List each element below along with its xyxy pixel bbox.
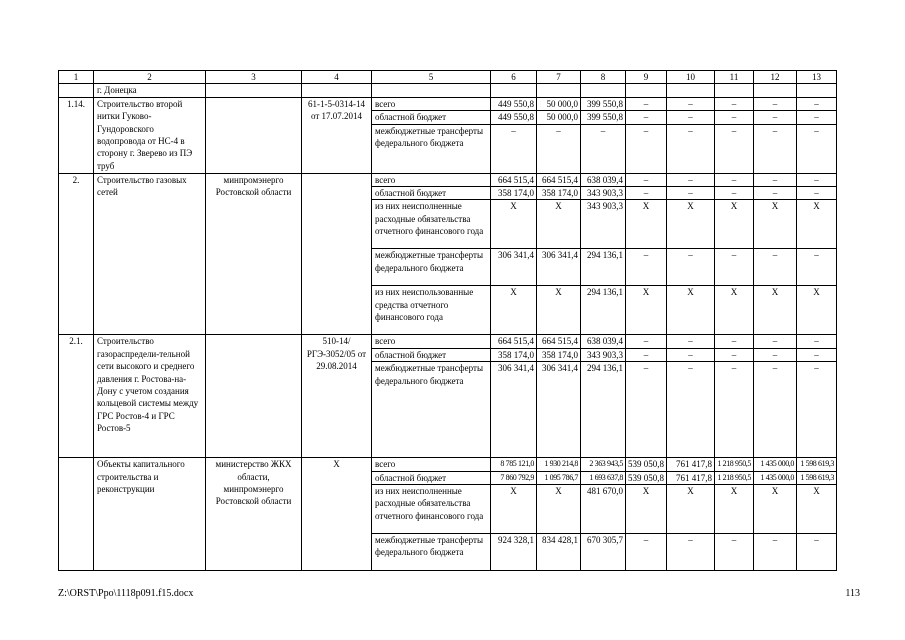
value-cell: –: [715, 111, 754, 124]
value-cell: 1 598 619,3: [797, 471, 837, 484]
value-cell: –: [626, 249, 667, 286]
funding-source: из них неиспользованные средства отчетного финансового года: [372, 286, 491, 335]
value-cell: Х: [715, 286, 754, 335]
value-cell: 1 218 950,5: [715, 471, 754, 484]
table-row: [59, 97, 837, 110]
value-cell: Х: [754, 200, 797, 249]
value-cell: –: [667, 534, 715, 571]
value-cell: –: [491, 124, 537, 173]
header-cell: 10: [667, 71, 715, 84]
value-cell: –: [581, 124, 626, 173]
header-cell: 8: [581, 71, 626, 84]
value-cell: Х: [537, 485, 581, 534]
value-cell: 358 174,0: [491, 187, 537, 200]
city-cell: г. Донецка: [94, 84, 206, 97]
value-cell: 294 136,1: [581, 249, 626, 286]
value-cell: –: [626, 124, 667, 173]
value-cell: Х: [491, 485, 537, 534]
value-cell: 834 428,1: [537, 534, 581, 571]
header-cell: 11: [715, 71, 754, 84]
header-cell: 4: [302, 71, 372, 84]
funding-source: из них неисполненные расходные обязательства отчетного финансового года: [372, 200, 491, 249]
document-ref: 510-14/РГЭ-3052/05 от 29.08.2014: [302, 335, 372, 458]
value-cell: 761 417,8: [667, 471, 715, 484]
funding-source: всего: [372, 173, 491, 186]
value-cell: –: [797, 97, 837, 110]
value-cell: 306 341,4: [537, 249, 581, 286]
value-cell: 449 550,8: [491, 111, 537, 124]
table-row: [59, 173, 837, 186]
object-name: Строительство второй нитки Гуково-Гундоровского водопровода от НС-4 в сторону г. Зверево из ПЭ труб: [94, 97, 206, 173]
budget-table: [58, 70, 837, 571]
value-cell: Х: [715, 200, 754, 249]
funding-source: областной бюджет: [372, 187, 491, 200]
value-cell: –: [715, 124, 754, 173]
value-cell: –: [626, 348, 667, 361]
value-cell: 664 515,4: [537, 335, 581, 348]
header-cell: 13: [797, 71, 837, 84]
value-cell: 294 136,1: [581, 362, 626, 458]
value-cell: –: [667, 187, 715, 200]
value-cell: 664 515,4: [491, 173, 537, 186]
funding-source: межбюджетные трансферты федерального бюджета: [372, 249, 491, 286]
value-cell: Х: [754, 286, 797, 335]
value-cell: Х: [797, 200, 837, 249]
value-cell: –: [626, 362, 667, 458]
table-row: [59, 458, 837, 471]
value-cell: –: [667, 173, 715, 186]
value-cell: 664 515,4: [537, 173, 581, 186]
value-cell: –: [715, 348, 754, 361]
value-cell: 399 550,8: [581, 111, 626, 124]
funding-source: межбюджетные трансферты федерального бюджета: [372, 124, 491, 173]
funding-source: всего: [372, 458, 491, 471]
executor: министерство ЖКХ области, минпромэнерго Ростовской области: [206, 458, 302, 571]
value-cell: Х: [491, 286, 537, 335]
continuation-row: [59, 84, 837, 97]
value-cell: 343 903,3: [581, 348, 626, 361]
header-row: [59, 71, 837, 84]
funding-source: областной бюджет: [372, 348, 491, 361]
funding-source: всего: [372, 335, 491, 348]
value-cell: –: [715, 534, 754, 571]
value-cell: Х: [626, 200, 667, 249]
value-cell: 343 903,3: [581, 187, 626, 200]
header-cell: 9: [626, 71, 667, 84]
value-cell: Х: [491, 200, 537, 249]
value-cell: –: [797, 111, 837, 124]
value-cell: –: [797, 187, 837, 200]
row-number: [59, 458, 94, 571]
value-cell: –: [754, 111, 797, 124]
funding-source: межбюджетные трансферты федерального бюджета: [372, 534, 491, 571]
value-cell: 306 341,4: [491, 362, 537, 458]
value-cell: 2 363 943,5: [581, 458, 626, 471]
value-cell: –: [626, 534, 667, 571]
row-number: 2.1.: [59, 335, 94, 458]
funding-source: межбюджетные трансферты федерального бюджета: [372, 362, 491, 458]
document-ref: Х: [302, 458, 372, 571]
value-cell: –: [667, 348, 715, 361]
value-cell: –: [626, 111, 667, 124]
value-cell: 7 860 792,9: [491, 471, 537, 484]
value-cell: –: [797, 335, 837, 348]
header-cell: 12: [754, 71, 797, 84]
value-cell: Х: [537, 200, 581, 249]
header-cell: 7: [537, 71, 581, 84]
value-cell: –: [754, 534, 797, 571]
value-cell: Х: [715, 485, 754, 534]
value-cell: 638 039,4: [581, 173, 626, 186]
value-cell: –: [667, 124, 715, 173]
header-cell: 5: [372, 71, 491, 84]
value-cell: 358 174,0: [537, 348, 581, 361]
value-cell: 358 174,0: [491, 348, 537, 361]
value-cell: –: [667, 249, 715, 286]
value-cell: 1 095 786,7: [537, 471, 581, 484]
value-cell: –: [715, 335, 754, 348]
value-cell: 50 000,0: [537, 111, 581, 124]
value-cell: Х: [667, 485, 715, 534]
executor: [206, 97, 302, 173]
value-cell: –: [754, 362, 797, 458]
object-name: Объекты капитального строительства и реконструкции: [94, 458, 206, 571]
value-cell: –: [626, 335, 667, 348]
funding-source: областной бюджет: [372, 111, 491, 124]
funding-source: всего: [372, 97, 491, 110]
value-cell: Х: [667, 200, 715, 249]
value-cell: 924 328,1: [491, 534, 537, 571]
value-cell: Х: [754, 485, 797, 534]
header-cell: 6: [491, 71, 537, 84]
document-ref: 61-1-5-0314-14 от 17.07.2014: [302, 97, 372, 173]
value-cell: –: [797, 249, 837, 286]
value-cell: –: [715, 173, 754, 186]
value-cell: Х: [626, 286, 667, 335]
header-cell: 3: [206, 71, 302, 84]
value-cell: 481 670,0: [581, 485, 626, 534]
object-name: Строительство газовых сетей: [94, 173, 206, 335]
value-cell: Х: [626, 485, 667, 534]
value-cell: –: [667, 362, 715, 458]
value-cell: –: [754, 249, 797, 286]
header-cell: 2: [94, 71, 206, 84]
executor: [206, 335, 302, 458]
value-cell: 1 218 950,5: [715, 458, 754, 471]
value-cell: 358 174,0: [537, 187, 581, 200]
value-cell: 306 341,4: [491, 249, 537, 286]
value-cell: 399 550,8: [581, 97, 626, 110]
row-number: 1.14.: [59, 97, 94, 173]
value-cell: –: [797, 173, 837, 186]
value-cell: –: [715, 362, 754, 458]
value-cell: 50 000,0: [537, 97, 581, 110]
value-cell: 539 050,8: [626, 471, 667, 484]
value-cell: –: [754, 173, 797, 186]
header-cell: 1: [59, 71, 94, 84]
document-ref: [302, 173, 372, 335]
value-cell: –: [754, 348, 797, 361]
value-cell: –: [797, 362, 837, 458]
value-cell: 539 050,8: [626, 458, 667, 471]
value-cell: 1 693 637,8: [581, 471, 626, 484]
value-cell: –: [715, 97, 754, 110]
table-row: [59, 335, 837, 348]
value-cell: –: [715, 249, 754, 286]
value-cell: –: [754, 187, 797, 200]
value-cell: Х: [537, 286, 581, 335]
value-cell: –: [754, 335, 797, 348]
value-cell: 343 903,3: [581, 200, 626, 249]
value-cell: 294 136,1: [581, 286, 626, 335]
value-cell: –: [626, 173, 667, 186]
value-cell: –: [754, 124, 797, 173]
value-cell: Х: [667, 286, 715, 335]
value-cell: –: [754, 97, 797, 110]
value-cell: –: [667, 335, 715, 348]
value-cell: 1 930 214,8: [537, 458, 581, 471]
value-cell: Х: [797, 286, 837, 335]
value-cell: –: [537, 124, 581, 173]
value-cell: 670 305,7: [581, 534, 626, 571]
value-cell: 1 435 000,0: [754, 458, 797, 471]
value-cell: 1 598 619,3: [797, 458, 837, 471]
value-cell: –: [626, 187, 667, 200]
value-cell: Х: [797, 485, 837, 534]
file-path: Z:\ORST\Ppo\1118p091.f15.docx: [58, 588, 194, 599]
value-cell: –: [715, 187, 754, 200]
value-cell: –: [797, 534, 837, 571]
value-cell: –: [667, 97, 715, 110]
executor: минпромэнерго Ростовской области: [206, 173, 302, 335]
value-cell: 449 550,8: [491, 97, 537, 110]
value-cell: –: [797, 124, 837, 173]
row-number: 2.: [59, 173, 94, 335]
value-cell: 1 435 000,0: [754, 471, 797, 484]
value-cell: –: [626, 97, 667, 110]
value-cell: –: [797, 348, 837, 361]
value-cell: 761 417,8: [667, 458, 715, 471]
funding-source: областной бюджет: [372, 471, 491, 484]
page-number: 113: [845, 588, 860, 599]
value-cell: 8 785 121,0: [491, 458, 537, 471]
value-cell: 638 039,4: [581, 335, 626, 348]
value-cell: –: [667, 111, 715, 124]
value-cell: 306 341,4: [537, 362, 581, 458]
object-name: Строительство газораспредели-тельной сети высокого и среднего давления г. Ростова-на-Дону с учетом создания кольцевой системы между ГРС Ростов-4 и ГРС Ростов-5: [94, 335, 206, 458]
value-cell: 664 515,4: [491, 335, 537, 348]
funding-source: из них неисполненные расходные обязательства отчетного финансового года: [372, 485, 491, 534]
